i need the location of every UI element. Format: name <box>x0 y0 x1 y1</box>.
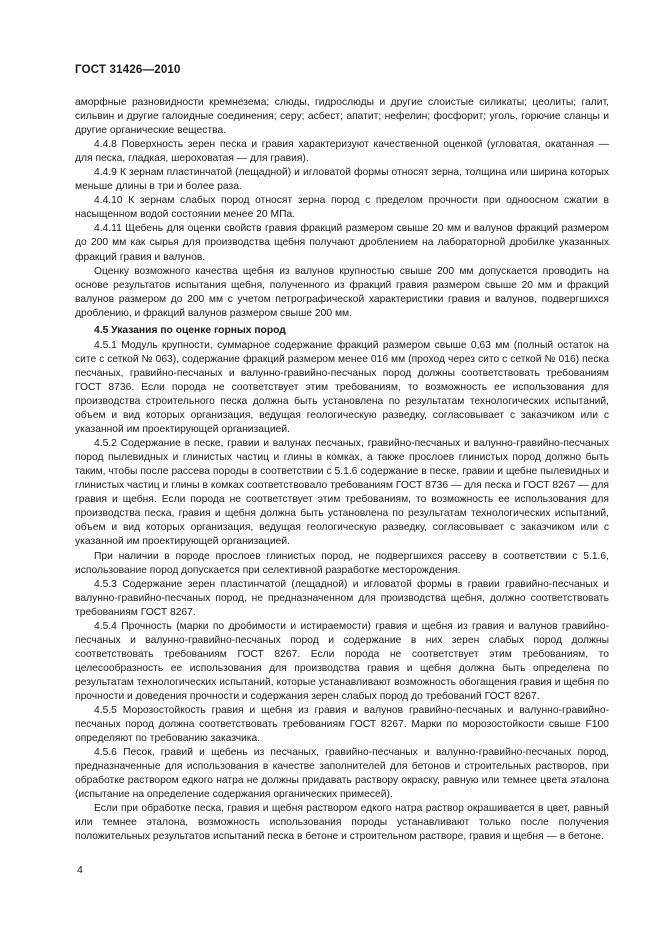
paragraph: 4.5.6 Песок, гравий и щебень из песчаных, гравийно-песчаных и валунно-гравийно-песчаных пород, предназначенные для использования в качестве заполнителей для бетонов и строительных растворов, при обработке раствором едкого натра не должны придавать раствору окраску, равную или темнее цвета эталона (испытание на определение содержания органических примесей). <box>75 747 609 801</box>
paragraph: 4.5.3 Содержание зерен пластинчатой (лещадной) и игловатой формы в гравии гравийно-песчаных и валунно-гравийно-песчаных пород, не предназначенном для производства щебня, должно соответствовать требованиям ГОСТ 8267. <box>75 578 609 618</box>
section-heading: 4.5 Указания по оценке горных пород <box>94 324 286 336</box>
paragraph: 4.5.1 Модуль крупности, суммарное содержание фракций размером свыше 0,63 мм (полный остаток на сите с сеткой № 063), содержание фракций размером менее 016 мм (проход через сито с сеткой № 016) песка песчаных, гравийно-песчаных и валунно-гравийно-песчаных пород должны соответствовать требованиям ГОСТ 8736. Если порода не соответствует этим требованиям, то возможность ее использования для производства строительного песка должна быть установлена по результатам технологических испытаний, объем и вид которых организация, ведущая геологическую разведку, согласовывает с заказчиком или с указанной им проектирующей организацией. <box>75 339 609 436</box>
paragraph: 4.4.11 Щебень для оценки свойств гравия фракций размером свыше 20 мм и валунов фракций размером до 200 мм как сырья для производства щебня получают дроблением на лабораторной дробилке указанных фракций гравия и валунов. <box>75 223 609 263</box>
paragraph: 4.4.10 К зернам слабых пород относят зерна пород с пределом прочности при одноосном сжатии в насыщенном водой состоянии менее 20 МПа. <box>75 195 609 221</box>
paragraph: 4.4.8 Поверхность зерен песка и гравия характеризуют качественной оценкой (угловатая, окатанная — для песка, гладкая, шероховатая — для гравия). <box>75 139 609 165</box>
paragraph: 4.5.2 Содержание в песке, гравии и валунах песчаных, гравийно-песчаных и валунно-гравийно-песчаных пород пылевидных и глинистых частиц и глины в комках, а также прослоев глинистых пород должно быть таким, чтобы после рассева породы в соответствии с 5.1.6 содержание в песке, гравии и щебне пылевидных и глинистых частиц и глины в комках соответствовало требованиям ГОСТ 8736 — для песка и ГОСТ 8267 — для гравия и щебня. Если порода не соответствует этим требованиям, то возможность ее использования для производства песка, гравия и щебня должна быть установлена по результатам технологических испытаний, объем и вид которых организация, ведущая геологическую разведку, согласовывает с заказчиком или с указанной им проектирующей организацией. <box>75 438 609 548</box>
paragraph: 4.5.5 Морозостойкость гравия и щебня из гравия и валунов гравийно-песчаных и валунно-гравийно-песчаных пород должна соответствовать требованиям ГОСТ 8267. Марки по морозостойкости свыше F100 определяют по требованию заказчика. <box>75 705 609 745</box>
document-header: ГОСТ 31426—2010 <box>75 64 181 76</box>
paragraph: аморфные разновидности кремнезема; слюды, гидрослюды и другие слоистые силикаты; цеолиты; галит, сильвин и другие галоидные соединения; серу; асбест; апатит; нефелин; фосфорит; уголь, горючие сланцы и другие органические вещества. <box>75 97 609 137</box>
paragraph: 4.5.4 Прочность (марки по дробимости и истираемости) гравия и щебня из гравия и валунов гравийно-песчаных и валунно-гравийно-песчаных пород и содержание в них зерен слабых пород должны соответствовать требованиям ГОСТ 8267. Если порода не соответствует этим требованиям, то целесообразность ее использования для производства гравия и щебня должна быть определена по результатам технологических испытаний, которые устанавливают возможность обогащения гравия и щебня по прочности и доведения прочности и содержания зерен слабых пород до требований ГОСТ 8267. <box>75 620 609 702</box>
document-body <box>75 96 609 844</box>
paragraph: Оценку возможного качества щебня из валунов крупностью свыше 200 мм допускается проводить на основе результатов испытания щебня, полученного из фракций гравия размером свыше 20 мм и фракций валунов размером до 200 мм с учетом петрографической характеристики гравия и валунов, подвергшихся дроблению, и фракций валунов размером свыше 200 мм. <box>75 265 609 319</box>
paragraph: При наличии в породе прослоев глинистых пород, не подвергшихся рассеву в соответствии с 5.1.6, использование пород допускается при селективной разработке месторождения. <box>75 550 609 576</box>
paragraph: Если при обработке песка, гравия и щебня раствором едкого натра раствор окрашивается в цвет, равный или темнее эталона, возможность использования породы устанавливают только после получения положительных результатов испытаний песка в бетоне и строительном растворе, гравия и щебня — в бетоне. <box>75 803 609 843</box>
paragraph: 4.4.9 К зернам пластинчатой (лещадной) и игловатой формы относят зерна, толщина или ширина которых меньше длины в три и более раза. <box>75 167 609 193</box>
page-number: 4 <box>77 864 83 876</box>
